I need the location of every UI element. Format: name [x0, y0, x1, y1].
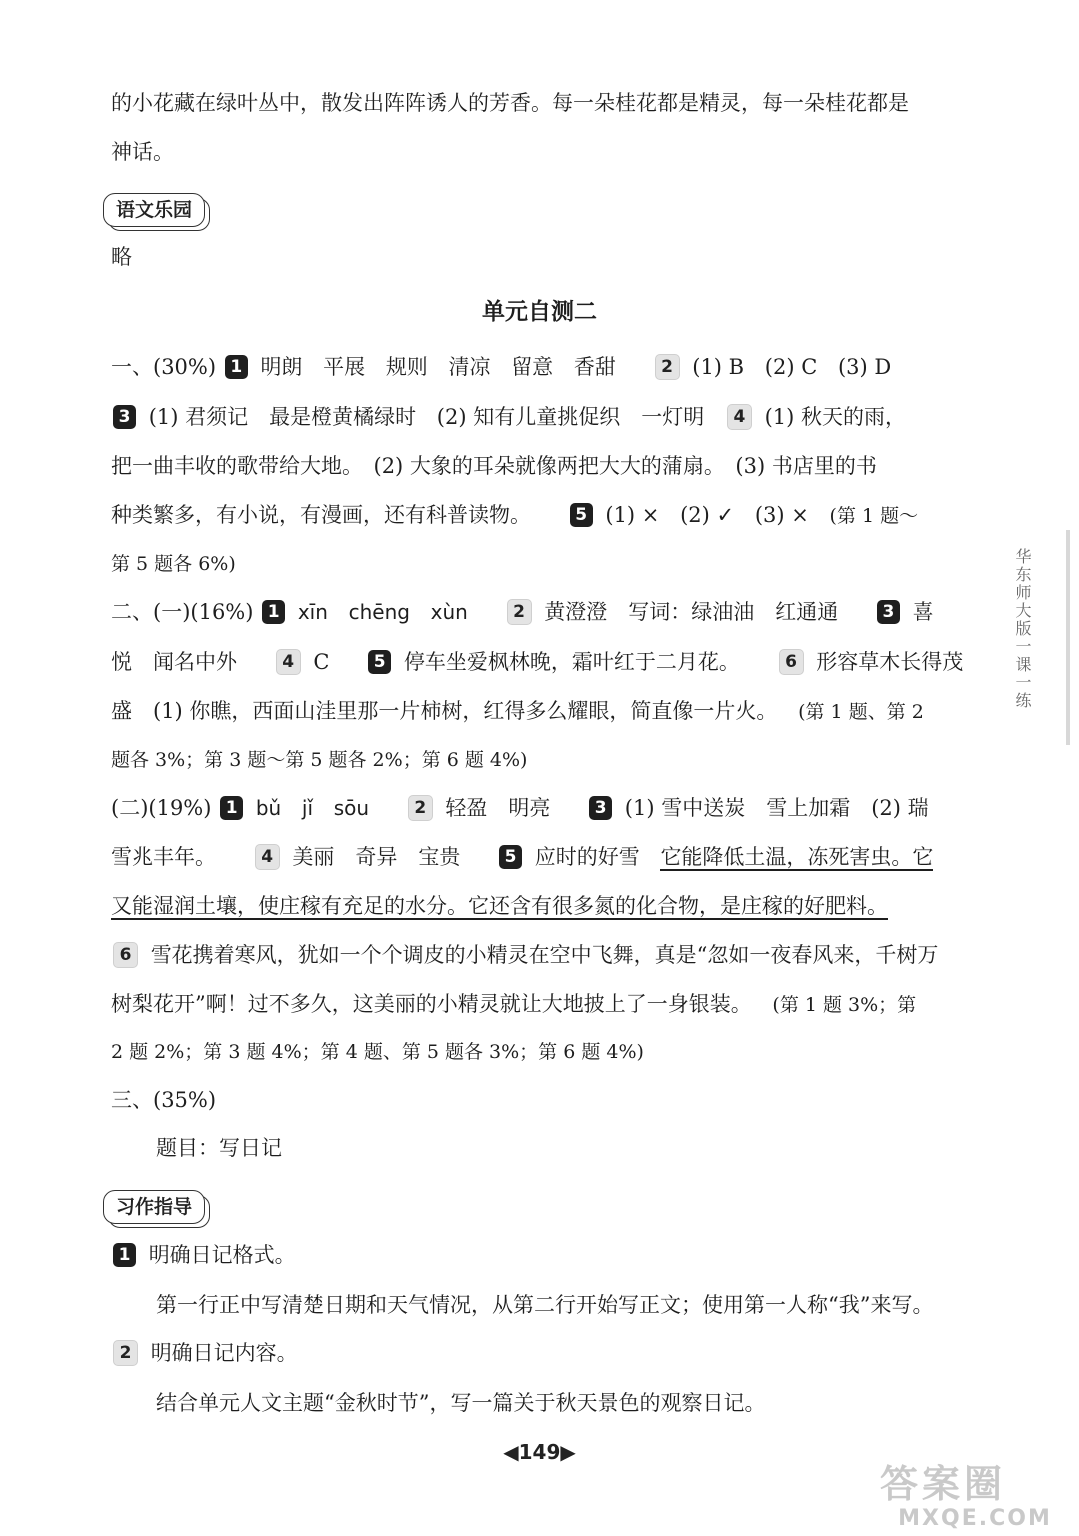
answer-text: 黄澄澄 写词：绿油油 红通通 [544, 600, 839, 624]
q-number-5: 5 [499, 845, 522, 869]
q-number-5: 5 [570, 503, 593, 527]
section-2b-prefix: (二)(19%) [111, 796, 212, 820]
section-1-line-2 [111, 402, 906, 432]
pinyin: sōu [333, 796, 370, 820]
section-1-line-3: 把一曲丰收的歌带给大地。 (2) 大象的耳朵就像两把大大的蒲扇。 (3) 书店里的书 [111, 454, 877, 478]
underlined-answer: 又能湿润土壤，使庄稼有充足的水分。它还含有很多氮的化合物，是庄稼的好肥料。 [111, 894, 888, 918]
q-number-2: 2 [507, 599, 532, 625]
guide-text-2: 结合单元人文主题“金秋时节”，写一篇关于秋天景色的观察日记。 [156, 1391, 766, 1415]
answer-text: 种类繁多，有小说，有漫画，还有科普读物。 [111, 503, 531, 527]
q-number-4: 4 [276, 649, 301, 675]
answer-mark: (3) × [754, 503, 809, 527]
section-2b-line-5 [111, 989, 916, 1020]
section-2a-line-2 [111, 647, 963, 677]
answer-word: 明朗 [260, 355, 303, 379]
side-edge-bar [1066, 530, 1070, 745]
q-number-2: 2 [655, 354, 680, 380]
intro-line-1: 的小花藏在绿叶丛中，散发出阵阵诱人的芳香。每一朵桂花都是精灵，每一朵桂花都是 [111, 91, 909, 115]
answer-text: 停车坐爱枫林晚，霜叶红于二月花。 [403, 650, 740, 674]
section-2b-line-1 [111, 793, 929, 823]
section-2b-line-4 [111, 940, 938, 970]
section-1-line-4 [111, 500, 918, 531]
q-number-3: 3 [877, 600, 900, 624]
section-2a-line-3 [111, 696, 924, 727]
answer-text: C [313, 650, 330, 674]
section-2a-line-4: 题各 3%；第 3 题～第 5 题各 2%；第 6 题 4%) [111, 749, 528, 771]
section-1-line-5: 第 5 题各 6%) [111, 553, 236, 575]
section-2b-line-6: 2 题 2%；第 3 题 4%；第 4 题、第 5 题各 3%；第 6 题 4%) [111, 1041, 644, 1063]
section-3-prefix: 三、(35%) [111, 1088, 217, 1112]
q-number-4: 4 [255, 844, 280, 870]
side-series-text: 华东师大版一课一练 [1013, 548, 1032, 710]
pinyin: bǔ [255, 796, 282, 820]
answer-text: (1) 秋天的雨， [764, 405, 907, 429]
answer-word: 清凉 [448, 355, 491, 379]
answer-text: 悦 闻名中外 [111, 650, 237, 674]
answer-text: 喜 [912, 600, 934, 624]
section-2b-line-3 [111, 891, 888, 921]
answer-word: 平展 [323, 355, 366, 379]
answer-text: 树梨花开”啊！过不多久，这美丽的小精灵就让大地披上了一身银装。 [111, 992, 752, 1016]
q-number-4: 4 [727, 404, 752, 430]
score-note: (第 1 题、第 2 [798, 701, 924, 723]
q-number-2: 2 [113, 1340, 138, 1366]
answer-text: 轻盈 明亮 [445, 796, 551, 820]
answer-text: 雪花携着寒风，犹如一个个调皮的小精灵在空中飞舞，真是“忽如一夜春风来，千树万 [150, 943, 939, 967]
answer-word: 香甜 [573, 355, 616, 379]
answer-mark: (2) ✓ [680, 503, 735, 527]
underlined-answer: 它能降低土温，冻死害虫。它 [660, 845, 934, 869]
guide-tag: 习作指导 [103, 1190, 205, 1224]
answer-text: 形容草木长得茂 [816, 650, 964, 674]
watermark-logo [880, 1462, 1070, 1530]
section-2a-line-1 [111, 597, 934, 627]
q-number-2: 2 [408, 795, 433, 821]
answer-text: 美丽 奇异 宝贵 [292, 845, 461, 869]
answer-mark: (1) × [605, 503, 660, 527]
watermark-big: 答案圈 [880, 1462, 1007, 1506]
answer-text: (1) 雪中送炭 雪上加霜 (2) 瑞 [624, 796, 929, 820]
section-1-prefix: 一、(30%) [111, 355, 217, 379]
yuwen-text: 略 [111, 245, 132, 269]
answer-choice: (2) C [764, 355, 818, 379]
q-number-6: 6 [113, 942, 138, 968]
q-number-1: 1 [220, 796, 243, 820]
guide-point-2 [111, 1338, 298, 1368]
guide-heading: 明确日记格式。 [148, 1243, 296, 1267]
q-number-5: 5 [368, 650, 391, 674]
section-1-line-1 [111, 352, 891, 382]
watermark-small: MXQE.COM [898, 1506, 1052, 1531]
section-2b-line-2 [111, 842, 933, 872]
q-number-3: 3 [113, 405, 136, 429]
answer-text: (1) 君须记 最是橙黄橘绿时 [148, 405, 417, 429]
page-number: ◀149▶ [503, 1440, 576, 1464]
q-number-6: 6 [779, 649, 804, 675]
answer-text: (2) 知有儿童挑促织 一灯明 [436, 405, 705, 429]
pinyin: chēng [348, 600, 410, 624]
q-number-1: 1 [225, 355, 248, 379]
pinyin: xùn [430, 600, 468, 624]
pinyin: xīn [297, 600, 328, 624]
answer-choice: (1) B [692, 355, 745, 379]
guide-text-1: 第一行正中写清楚日期和天气情况，从第二行开始写正文；使用第一人称“我”来写。 [156, 1293, 934, 1317]
answer-word: 规则 [385, 355, 428, 379]
answer-word: 留意 [511, 355, 554, 379]
answer-text: 应时的好雪 [534, 845, 640, 869]
guide-heading: 明确日记内容。 [150, 1341, 298, 1365]
guide-point-1 [111, 1240, 296, 1270]
answer-text: 盛 (1) 你瞧，西面山洼里那一片柿树，红得多么耀眼，简直像一片火。 [111, 699, 778, 723]
score-note: (第 1 题～ [829, 505, 919, 527]
answer-text: 雪兆丰年。 [111, 845, 216, 869]
pinyin: jǐ [301, 796, 314, 820]
section-2a-prefix: 二、(一)(16%) [111, 600, 254, 624]
q-number-1: 1 [262, 600, 285, 624]
answer-choice: (3) D [837, 355, 892, 379]
q-number-1: 1 [113, 1243, 136, 1267]
unit-title: 单元自测二 [482, 299, 597, 325]
section-3-topic: 题目：写日记 [156, 1136, 282, 1160]
score-note: (第 1 题 3%；第 [772, 994, 917, 1016]
yuwen-tag: 语文乐园 [103, 193, 205, 227]
intro-line-2: 神话。 [111, 140, 174, 164]
q-number-3: 3 [589, 796, 612, 820]
